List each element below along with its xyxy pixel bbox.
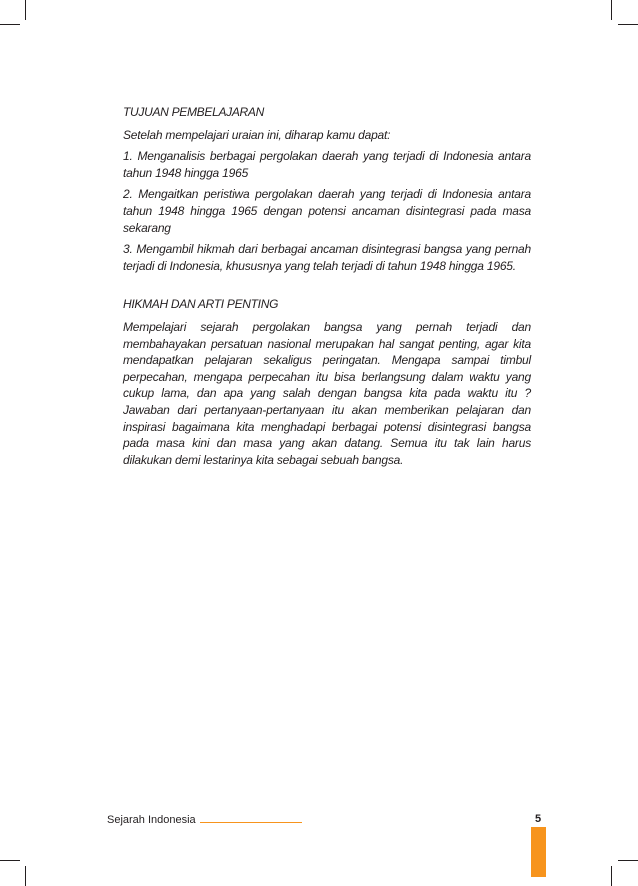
page-edge-tab [531, 827, 546, 877]
crop-mark-bottom-left-horizontal [0, 860, 20, 861]
footer-book-title: Sejarah Indonesia [107, 814, 196, 826]
page-content [123, 104, 531, 473]
crop-mark-top-right-horizontal [618, 24, 638, 25]
learning-objectives-section [123, 104, 531, 274]
page-number: 5 [535, 813, 542, 825]
crop-mark-top-left-horizontal [0, 24, 20, 25]
objective-item-3: 3. Mengambil hikmah dari berbagai ancaman disintegrasi bangsa yang pernah terjadi di Indonesia, khususnya yang telah terjadi di tahun 1948 hingga 1965. [123, 242, 531, 273]
crop-mark-bottom-right-horizontal [618, 860, 638, 861]
lessons-importance-section [123, 296, 531, 468]
crop-mark-bottom-right-vertical [611, 866, 612, 886]
objective-item-1: 1. Menganalisis berbagai pergolakan daerah yang terjadi di Indonesia antara tahun 1948 hingga 1965 [123, 149, 531, 180]
lessons-importance-heading: HIKMAH DAN ARTI PENTING [123, 297, 279, 312]
learning-objectives-intro: Setelah mempelajari uraian ini, diharap kamu dapat: [123, 127, 391, 142]
lessons-importance-body: Mempelajari sejarah pergolakan bangsa yang pernah terjadi dan membahayakan persatuan nasional merupakan hal sangat penting, agar kita mendapatkan pelajaran sekaligus peringatan. Mengapa sampai timbul perpecahan, mengapa perpecahan itu bisa berlangsung dalam waktu yang cukup lama, dan apa yang salah dengan bangsa kita pada waktu itu ? Jawaban dari pertanyaan-pertanyaan itu akan memberikan pelajaran dan inspirasi bagaimana kita menghadapi berbagai potensi disintegrasi bangsa pada masa kini dan masa yang akan datang. Semua itu tak lain harus dilakukan demi lestarinya kita sebagai sebuah bangsa. [123, 319, 531, 467]
footer-divider-line [200, 822, 302, 823]
objective-item-2: 2. Mengaitkan peristiwa pergolakan daerah yang terjadi di Indonesia antara tahun 1948 hingga 1965 dengan potensi ancaman disintegrasi pada masa sekarang [123, 187, 531, 235]
learning-objectives-heading: TUJUAN PEMBELAJARAN [123, 105, 264, 119]
crop-mark-top-left-vertical [25, 0, 26, 20]
crop-mark-bottom-left-vertical [25, 866, 26, 886]
crop-mark-top-right-vertical [611, 0, 612, 20]
